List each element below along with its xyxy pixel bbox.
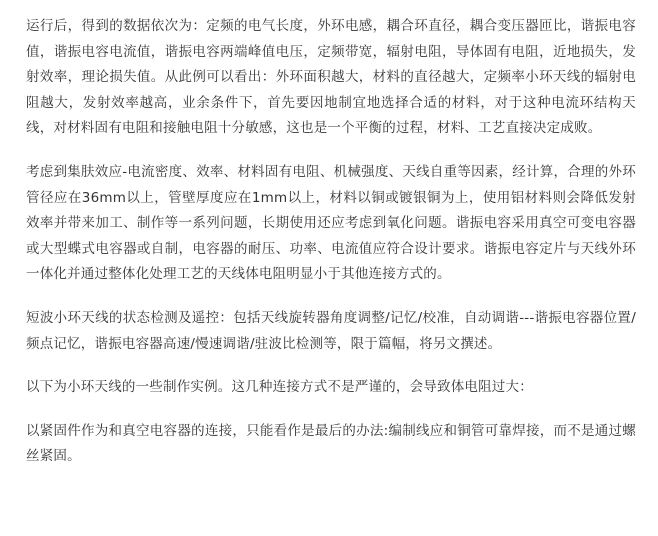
paragraph-simulation-results: 运行后，得到的数据依次为：定频的电气长度，外环电感，耦合环直径，耦合变压器匝比，谐振电容值，谐振电容电流值，谐振电容两端峰值电压，定频带宽，辐射电阻，导体固有电阻，近地损失，发射效率，理论损失值。从此例可以看出：外环面积越大，材料的直径越大，定频率小环天线的辐射电阻越大，发射效率越高，业余条件下，首先要因地制宜地选择合适的材料，对于这种电流环结构天线，对材料固有电阻和接触电阻十分敏感，这也是一个平衡的过程，材料、工艺直接决定成败。 xyxy=(26,18,636,137)
paragraph-remote-control: 短波小环天线的状态检测及遥控：包括天线旋转器角度调整/记忆/校准，自动调谐---谐振电容器位置/频点记忆，谐振电容器高速/慢速调谐/驻波比检测等，限于篇幅，将另文撰述。 xyxy=(26,309,636,352)
article-body xyxy=(26,14,636,488)
paragraph-material-considerations: 考虑到集肤效应-电流密度、效率、材料固有电阻、机械强度、天线自重等因素，经计算，合理的外环管径应在36mm以上，管壁厚度应在1mm以上，材料以铜或镀银铜为上，使用铝材料则会降低发射效率并带来加工、制作等一系列问题，长期使用还应考虑到氧化问题。谐振电容采用真空可变电容器或大型蝶式电容器或自制，电容器的耐压、功率、电流值应符合设计要求。谐振电容定片与天线外环一体化并通过整体化处理工艺的天线体电阻明显小于其他连接方式的。 xyxy=(26,163,636,283)
paragraph-fastener-note: 以紧固件作为和真空电容器的连接，只能看作是最后的办法:编制线应和铜管可靠焊接，而不是通过螺丝紧固。 xyxy=(26,422,636,465)
paragraph-examples-intro: 以下为小环天线的一些制作实例。这几种连接方式不是严谨的，会导致体电阻过大： xyxy=(26,379,533,396)
